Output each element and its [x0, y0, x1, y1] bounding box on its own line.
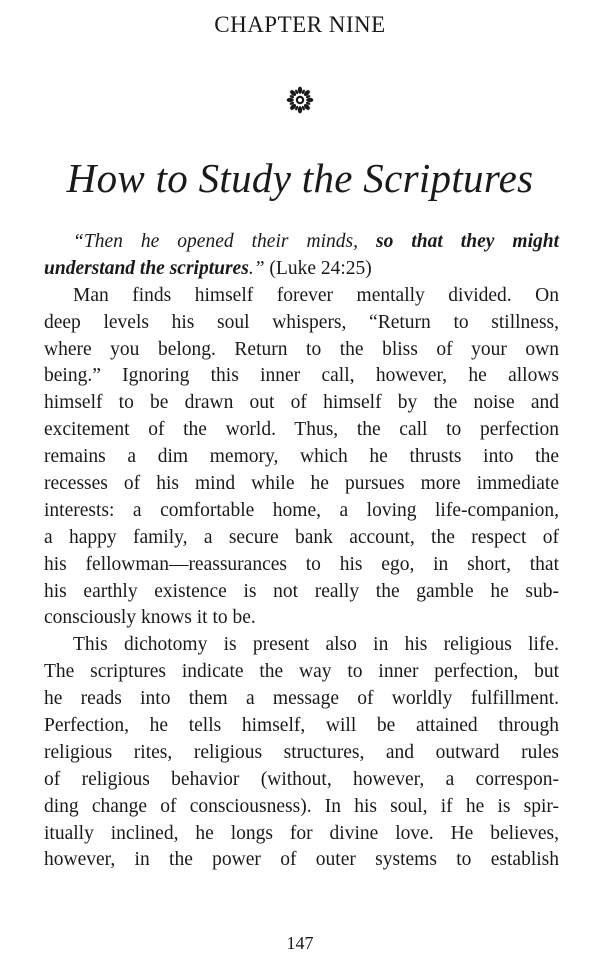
- text-line: excitement of the world. Thus, the call to perfection: [44, 419, 559, 441]
- text-line: This dichotomy is present also in his religious life.: [73, 634, 559, 656]
- text-line: Perfection, he tells himself, will be attained through: [44, 715, 559, 737]
- text-line: remains a dim memory, which he thrusts into the: [44, 446, 559, 468]
- epigraph-emphasis: understand the scriptures: [44, 257, 249, 279]
- text-line: deep levels his soul whispers, “Return to stillness,: [44, 311, 559, 333]
- epigraph-emphasis: so that they might: [375, 231, 559, 252]
- text-line: Man finds himself forever mentally divided. On: [73, 284, 559, 306]
- page-number: 147: [286, 933, 314, 953]
- text-line: of religious behavior (without, however, a correspon-: [44, 768, 559, 790]
- text-line: his earthly existence is not really the gamble he sub-: [44, 580, 559, 602]
- text-line: his fellowman—reassurances to his ego, in short, that: [44, 553, 559, 575]
- epigraph: [44, 229, 559, 283]
- text-line: itually inclined, he longs for divine love. He believes,: [44, 822, 559, 844]
- text-line: recesses of his mind while he pursues more immediate: [44, 473, 559, 495]
- epigraph-quote-start: “Then he opened their minds,: [73, 231, 376, 252]
- chapter-title: How to Study the Scriptures: [66, 155, 534, 201]
- text-line: being.” Ignoring this inner call, however, he allows: [44, 365, 559, 387]
- chapter-label: CHAPTER NINE: [214, 12, 386, 37]
- text-line: himself to be drawn out of himself by the noise and: [44, 392, 559, 414]
- text-line: however, in the power of outer systems to establish: [44, 849, 559, 871]
- epigraph-line: [44, 229, 559, 256]
- text-line: a happy family, a secure bank account, the respect of: [44, 526, 559, 548]
- floral-ornament-icon: [286, 86, 314, 114]
- epigraph-quote-end: .”: [248, 257, 265, 279]
- text-line: consciously knows it to be.: [44, 607, 256, 629]
- text-line: he reads into them a message of worldly fulfillment.: [44, 688, 559, 710]
- text-line: religious rites, religious structures, and outward rules: [44, 741, 559, 763]
- epigraph-line: [44, 256, 559, 283]
- text-line: where you belong. Return to the bliss of your own: [44, 338, 559, 360]
- paragraph: [44, 283, 559, 633]
- body-text: [44, 229, 559, 874]
- text-line: The scriptures indicate the way to inner perfection, but: [44, 661, 559, 683]
- paragraph: [44, 632, 559, 874]
- text-line: ding change of consciousness). In his soul, if he is spir-: [44, 795, 559, 817]
- text-line: interests: a comfortable home, a loving life-companion,: [44, 499, 559, 521]
- epigraph-citation: (Luke 24:25): [264, 257, 372, 279]
